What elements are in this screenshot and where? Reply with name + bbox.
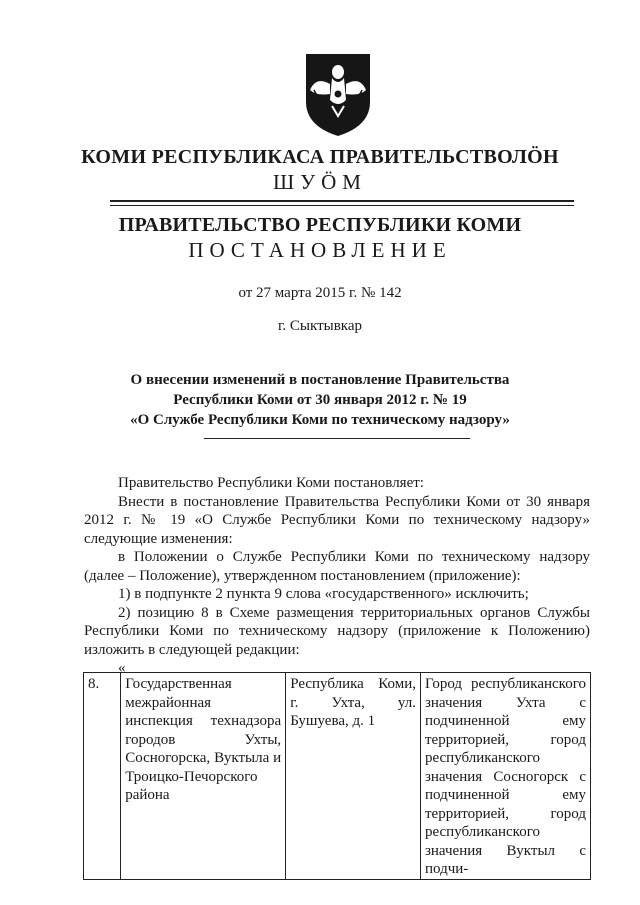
subject-line: «О Службе Республики Коми по техническому надзору» xyxy=(130,412,510,428)
subject-line: Республики Коми от 30 января 2012 г. № 19 xyxy=(173,392,467,408)
header-divider-thin xyxy=(110,205,574,206)
document-subject xyxy=(0,370,640,430)
table-row xyxy=(84,673,591,880)
body-paragraph: в Положении о Службе Республики Коми по техническому надзору (далее – Положение), утвержденном постановлением (приложение): xyxy=(84,549,590,584)
table-cell-number: 8. xyxy=(84,673,121,880)
komi-document-type: ШУÖМ xyxy=(273,170,367,194)
komi-government-title: КОМИ РЕСПУБЛИКАСА ПРАВИТЕЛЬСТВОЛÖН xyxy=(81,146,559,168)
body-paragraph: 2) позицию 8 в Схеме размещения территориальных органов Службы Республики Коми по техническому надзору (приложение к Положению) изложить в следующей редакции: xyxy=(84,604,590,658)
document-body xyxy=(84,474,590,678)
table-cell-name: Государственная межрайонная инспекция технадзора городов Ухты, Сосногорска, Вуктыла и Троицко-Печорского района xyxy=(121,673,286,880)
government-title: ПРАВИТЕЛЬСТВО РЕСПУБЛИКИ КОМИ xyxy=(118,214,522,236)
table-cell-territory: Город республиканского значения Ухта с подчиненной ему территорией, город республиканского значения Сосногорск с подчиненной ему территорией, город республиканского значения Вуктыл с подчи- xyxy=(420,673,590,880)
opening-quote-mark: « xyxy=(118,660,126,676)
territorial-bodies-table xyxy=(83,672,591,880)
body-paragraph: 1) в подпункте 2 пункта 9 слова «государственного» исключить; xyxy=(118,586,529,602)
body-paragraph: Внести в постановление Правительства Республики Коми от 30 января 2012 г. № 19 «О Службе Республики Коми по техническому надзору» следующие изменения: xyxy=(84,493,590,547)
subject-underline xyxy=(204,438,470,439)
subject-line: О внесении изменений в постановление Правительства xyxy=(130,372,510,388)
body-paragraph: Правительство Республики Коми постановляет: xyxy=(118,475,424,491)
document-city: г. Сыктывкар xyxy=(277,318,363,334)
document-type: ПОСТАНОВЛЕНИЕ xyxy=(188,238,452,262)
document-date-number: от 27 марта 2015 г. № 142 xyxy=(238,285,402,301)
header-divider-thick xyxy=(110,200,574,202)
komi-coat-of-arms xyxy=(302,50,374,138)
table-cell-address: Республика Коми, г. Ухта, ул. Бушуева, д. 1 xyxy=(286,673,421,880)
